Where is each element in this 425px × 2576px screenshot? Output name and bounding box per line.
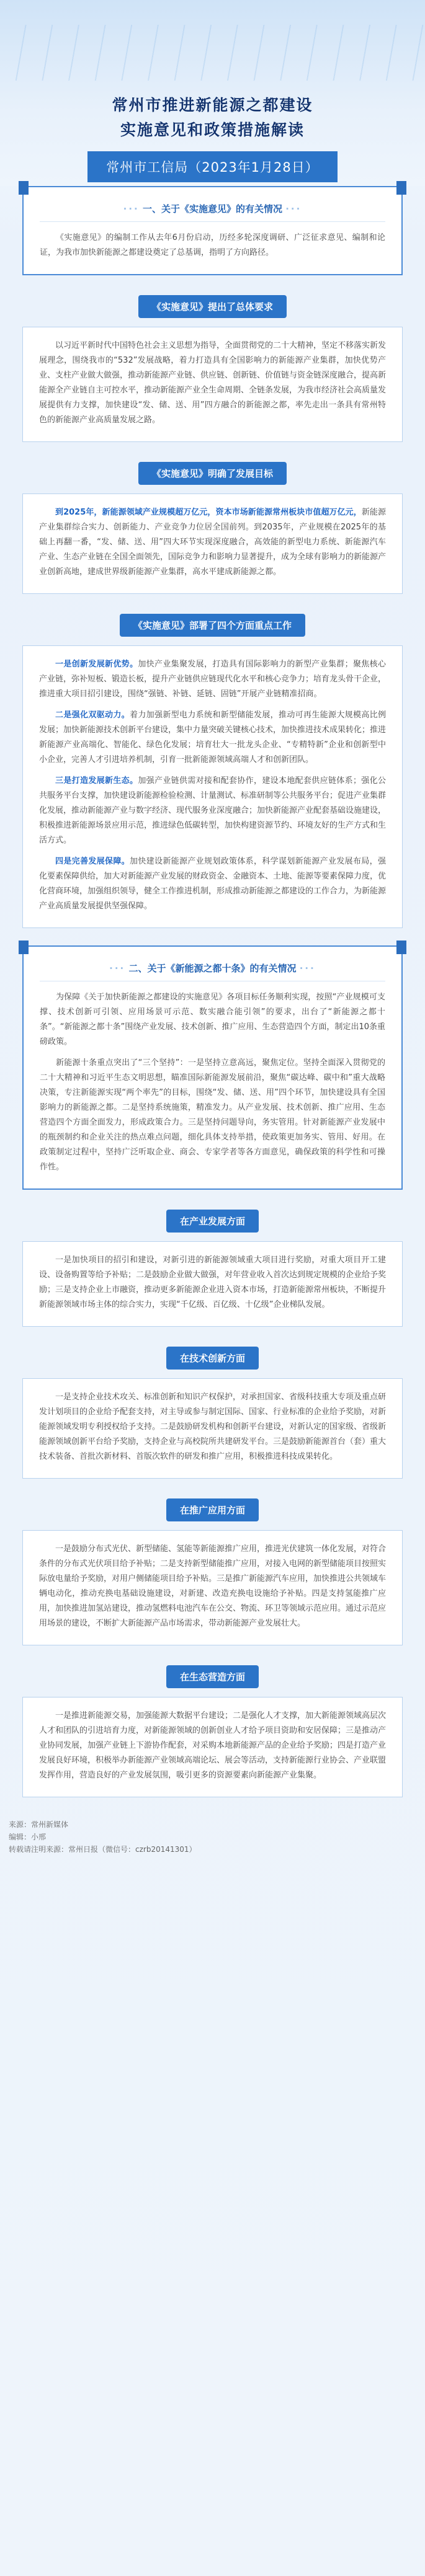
footer bbox=[0, 1808, 425, 1874]
section-title-innovation: 在技术创新方面 bbox=[166, 1347, 259, 1370]
footer-editor: 编辑：小邢 bbox=[9, 1833, 47, 1841]
goals-lead: 到2025年，新能源领域产业规模超万亿元，资本市场新能源常州板块市值超万亿元， bbox=[55, 508, 362, 517]
section-title-application: 在推广应用方面 bbox=[166, 1498, 259, 1521]
part1-intro-text: 《实施意见》的编制工作从去年6月份启动，历经多轮深度调研、广泛征求意见、编制和论证，为我市加快新能源之都建设奠定了总基调，指明了方向路径。 bbox=[40, 233, 385, 257]
task-body: 加快建设新能源产业规划政策体系，科学谋划新能源产业发展布局，强化要素保障供给，加大对新能源产业发展的财政资金、金融资本、土地、能源等要素保障力度，优化营商环境，加强组织领导，健全工作推进机制，形成推动新能源之都建设的工作合力，为新能源产业高质量发展提供坚强保障。 bbox=[39, 857, 387, 911]
task-body: 加强产业链供需对接和配套协作，建设本地配套供应链体系；强化公共服务平台支撑，加快建设新能源检验检测、计量测试、标准研制等公共服务平台；促进产业集群化发展，推动新能源产业与数字经济、现代服务业深度融合；加快新能源产业配套基础设施建设，积极推进新能源场景应用示范，推进绿色低碳转型，加快构建资源节约、环境友好的生产方式和生活方式。 bbox=[39, 776, 387, 845]
four-tasks-box bbox=[22, 645, 403, 928]
part2-paragraph-2: 新能源十条重点突出了“三个坚持”：一是坚持立意高远，聚焦定位。坚持全面深入贯彻党的二十大精神和习近平生态文明思想，瞄准国际新能源发展前沿，聚焦“碳达峰、碳中和”重大战略决策，专注新能源实现“两个率先”的目标，围绕“发、储、送、用”四个环节，加快建设具有全国影响力的新能源之都。二是坚持系统施策，精准发力。从产业发展、技术创新、推广应用、生态营造四个方面全面发力，形成政策合力。三是坚持问题导向，务实管用。针对新能源产业发展中的瓶颈制约和企业关注的热点难点问题，细化具体支持举措，使政策更加务实、管用、好用。在政策制定过程中，坚持广泛听取企业、商会、专家学者等各方面意见，确保政策的科学性和可操作性。 bbox=[40, 1058, 385, 1172]
section-title-ecosystem: 在生态营造方面 bbox=[166, 1665, 259, 1688]
footer-source: 来源：常州新媒体 bbox=[9, 1820, 69, 1829]
header-decoration bbox=[0, 25, 425, 81]
innovation-box bbox=[22, 1378, 403, 1479]
task-lead: 三是打造发展新生态。 bbox=[55, 776, 138, 786]
part1-intro-box bbox=[22, 186, 403, 275]
goals-box bbox=[22, 494, 403, 594]
section-title-requirements: 《实施意见》提出了总体要求 bbox=[138, 295, 287, 318]
section-title-four-tasks: 《实施意见》部署了四个方面重点工作 bbox=[120, 614, 305, 637]
requirements-text: 以习近平新时代中国特色社会主义思想为指导，全面贯彻党的二十大精神，坚定不移落实新发展理念，围绕我市的“532”发展战略，着力打造具有全国影响力的新能源产业集群，加快优势产业、支柱产业做大做强，推动新能源产业链、供应链、创新链、价值链与资金链深度融合，提高新能源全产业链自主可控水平，推动新能源产业全生命周期、全链条发展，为我市经济社会高质量发展提供有力支撑，加快建设“发、储、送、用”四方融合的新能源之都，率先走出一条具有常州特色的新能源产业高质量发展之路。 bbox=[39, 341, 387, 425]
corner-decoration bbox=[396, 181, 406, 195]
part2-paragraph-1: 为保障《关于加快新能源之都建设的实施意见》各项目标任务顺利实现，按照“产业规模可支撑、技术创新可引领、应用场景可示范、数实融合能引领”的要求，出台了“新能源之都十条”。“新能源之都十条”围绕产业发展、技术创新、推广应用、生态营造四个方面，制定出10条重磅政策。 bbox=[40, 993, 385, 1047]
task-body: 加快产业集聚发展，打造具有国际影响力的新型产业集群；聚焦核心产业链，弥补短板、锻造长板，提升产业链供应链现代化水平和核心竞争力；培育龙头骨干企业，推进重大项目招引建设，围绕“强链、补链、延链、固链”开展产业链精准招商。 bbox=[39, 660, 387, 699]
goals-body: 新能源产业集群综合实力、创新能力、产业竞争力位居全国前列。到2035年，产业规模在2025年的基础上再翻一番，“发、储、送、用”四大环节实现深度融合，高效能的新型电力系统、新能源汽车产业、生态产业链在全国全面领先，国际竞争力和影响力显著提升，成为全球有影响力的新能源产业创新高地，建成世界级新能源产业集群，高水平建成新能源之都。 bbox=[39, 508, 387, 577]
goals-text bbox=[39, 505, 386, 580]
industry-text: 一是加快项目的招引和建设，对新引进的新能源领域重大项目进行奖励，对重大项目开工建设、设备购置等给予补贴；二是鼓励企业做大做强，对年营业收入首次达到规定规模的企业给予奖励；三是支持企业上市融资，推动更多新能源企业进入资本市场，打造新能源常州板块，不断提升新能源领域市场主体的综合实力，实现“千亿级、百亿级、十亿级”企业梯队发展。 bbox=[39, 1255, 387, 1309]
corner-decoration bbox=[19, 181, 29, 195]
application-box bbox=[22, 1530, 403, 1645]
footer-reprint-note: 转载请注明来源：常州日报（微信号：czrb20141301） bbox=[9, 1845, 197, 1854]
page-title-line1: 常州市推进新能源之都建设 bbox=[112, 96, 313, 114]
task-lead: 一是创新发展新优势。 bbox=[55, 660, 138, 669]
section-title-goals: 《实施意见》明确了发展目标 bbox=[138, 462, 287, 485]
page-title-line2: 实施意见和政策措施解读 bbox=[120, 121, 305, 139]
task-item bbox=[39, 708, 386, 768]
header-banner bbox=[0, 0, 425, 186]
ecosystem-box bbox=[22, 1697, 403, 1797]
corner-decoration bbox=[396, 941, 406, 954]
date-banner: 常州市工信局（2023年1月28日） bbox=[87, 151, 338, 182]
part2-box bbox=[22, 945, 403, 1190]
task-body: 着力加强新型电力系统和新型储能发展，推动可再生能源大规模高比例发展；加快新能源技术创新平台建设，集中力量突破关键核心技术，加快推进技术成果转化；推进新能源产业高端化、智能化、绿色化发展；培育壮大一批龙头企业、“专精特新”企业和创新型中小企业，完善人才引进培养机制，引育一批新能源领域高端人才和创新团队。 bbox=[39, 710, 387, 764]
task-item bbox=[39, 774, 386, 848]
requirements-box bbox=[22, 327, 403, 442]
ecosystem-text: 一是推进新能源交易，加强能源大数据平台建设；二是强化人才支撑，加大新能源领域高层次人才和团队的引进培育力度，对新能源领域的创新创业人才给予项目资助和安居保障；三是推动产业协同发展，加强产业链上下游协作配套，对采购本地新能源产品的企业给予奖励；四是打造产业发展良好环境，积极举办新能源产业领域高端论坛、展会等活动，支持新能源行业协会、产业联盟发挥作用，营造良好的产业发展氛围，吸引更多的资源要素向新能源产业集聚。 bbox=[39, 1711, 387, 1780]
corner-decoration bbox=[19, 941, 29, 954]
task-item bbox=[39, 854, 386, 914]
part1-heading: ··· 一、关于《实施意见》的有关情况 ··· bbox=[40, 198, 385, 222]
part2-heading: ··· 二、关于《新能源之都十条》的有关情况 ··· bbox=[40, 958, 385, 981]
task-item bbox=[39, 657, 386, 702]
innovation-text: 一是支持企业技术攻关、标准创新和知识产权保护，对承担国家、省级科技重大专项及重点研发计划项目的企业给予配套支持，对主导或参与制定国际、国家、行业标准的企业给予奖励，对新能源领域发明专利授权给予支持。二是鼓励研发机构和创新平台建设，对新认定的国家级、省级新能源领域创新平台给予奖励，支持企业与高校院所共建研发平台。三是鼓励新能源首台（套）重大技术装备、首批次新材料、首版次软件的研发和推广应用，积极推进科技成果转化。 bbox=[39, 1392, 387, 1461]
section-title-industry: 在产业发展方面 bbox=[166, 1210, 259, 1233]
industry-box bbox=[22, 1241, 403, 1327]
application-text: 一是鼓励分布式光伏、新型储能、氢能等新能源推广应用，推进光伏建筑一体化发展，对符合条件的分布式光伏项目给予补贴；二是支持新型储能推广应用，对接入电网的新型储能项目按照实际放电量给予奖励，对用户侧储能项目给予补贴。三是推广新能源汽车应用，加快推进公共领域车辆电动化，推动充换电基础设施建设，对新建、改造充换电设施给予补贴。四是支持氢能推广应用，加快推进加氢站建设，推动氢燃料电池汽车在公交、物流、环卫等领域示范应用。通过示范应用场景的建设，不断扩大新能源产品市场需求，带动新能源产业发展壮大。 bbox=[39, 1544, 387, 1628]
task-lead: 四是完善发展保障。 bbox=[55, 857, 130, 866]
task-lead: 二是强化双驱动力。 bbox=[55, 710, 130, 720]
